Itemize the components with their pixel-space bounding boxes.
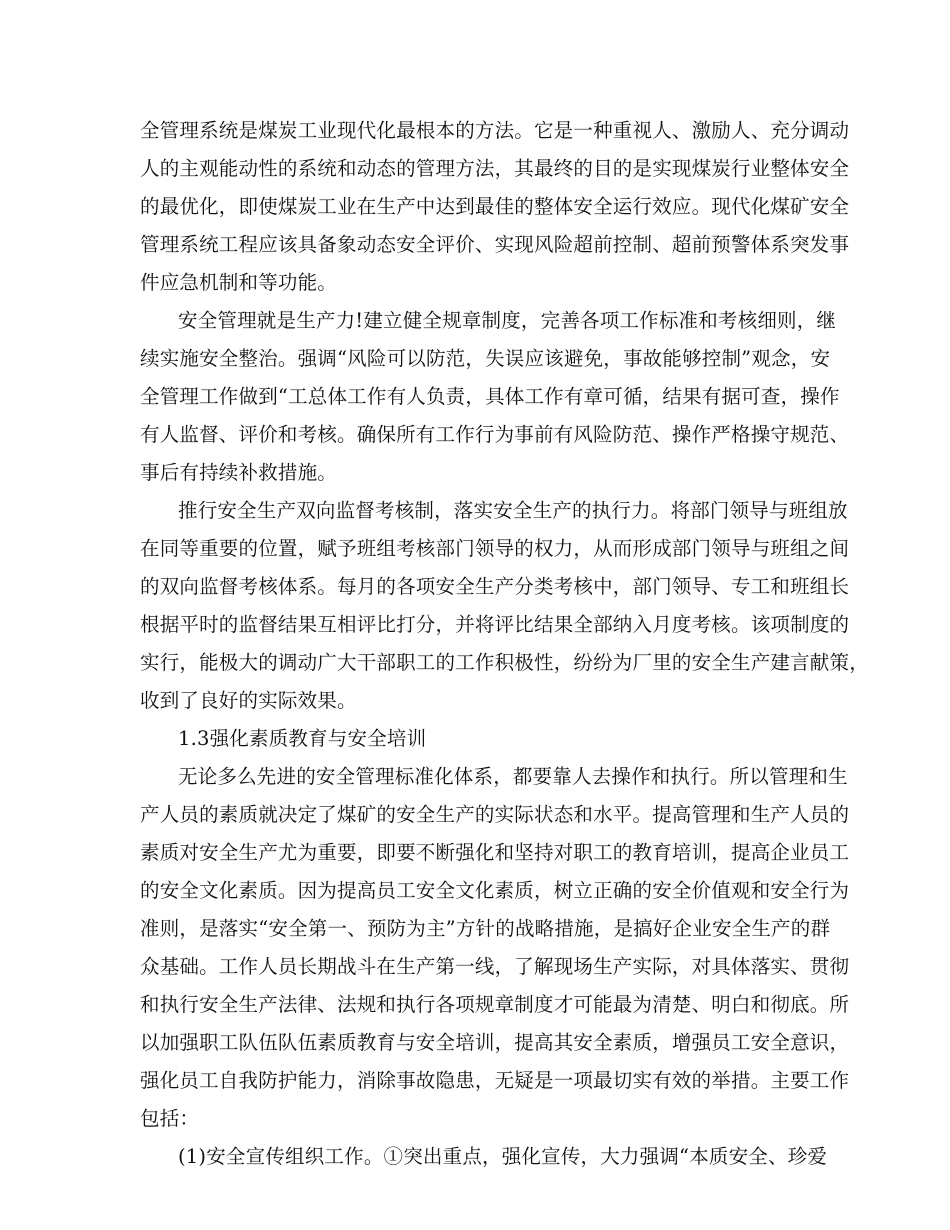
text-line: 人的主观能动性的系统和动态的管理方法，其最终的目的是实现煤炭行业整体安全 — [140, 157, 850, 180]
text-line: 全管理工作做到“工总体工作有人负责，具体工作有章可循，结果有据可查，操作 — [140, 385, 840, 408]
text-line: 全管理系统是煤炭工业现代化最根本的方法。它是一种重视人、激励人、充分调动 — [140, 119, 850, 142]
text-line: 产人员的素质就决定了煤矿的安全生产的实际状态和水平。提高管理和生产人员的 — [140, 803, 850, 826]
text-line: 众基础。工作人员长期战斗在生产第一线，了解现场生产实际，对具体落实、贯彻 — [140, 955, 850, 978]
text-line: 根据平时的监督结果互相评比打分，并将评比结果全部纳入月度考核。该项制度的 — [140, 613, 850, 636]
paragraph-first-line: (1)安全宣传组织工作。①突出重点，强化宣传，大力强调“本质安全、珍爱 — [178, 1145, 828, 1168]
paragraph-first-line: 无论多么先进的安全管理标准化体系，都要靠人去操作和执行。所以管理和生 — [178, 765, 848, 788]
text-line: 包括： — [140, 1107, 200, 1130]
text-line: 收到了良好的实际效果。 — [140, 689, 357, 712]
text-line: 续实施安全整治。强调“风险可以防范，失误应该避免，事故能够控制”观念，安 — [140, 347, 831, 370]
text-line: 准则，是落实“安全第一、预防为主”方针的战略措施，是搞好企业安全生产的群 — [140, 917, 831, 940]
text-line: 有人监督、评价和考核。确保所有工作行为事前有风险防范、操作严格操守规范、 — [140, 423, 850, 446]
text-line: 事后有持续补救措施。 — [140, 461, 338, 484]
text-line: 件应急机制和等功能。 — [140, 271, 338, 294]
text-line: 的安全文化素质。因为提高员工安全文化素质，树立正确的安全价值观和安全行为 — [140, 879, 850, 902]
text-line: 素质对安全生产尤为重要，即要不断强化和坚持对职工的教育培训，提高企业员工 — [140, 841, 850, 864]
paragraph-first-line: 安全管理就是生产力!建立健全规章制度，完善各项工作标准和考核细则，继 — [178, 309, 837, 332]
text-line: 以加强职工队伍队伍素质教育与安全培训，提高其安全素质，增强员工安全意识， — [140, 1031, 850, 1054]
text-line: 强化员工自我防护能力，消除事故隐患，无疑是一项最切实有效的举措。主要工作 — [140, 1069, 850, 1092]
text-line: 在同等重要的位置，赋予班组考核部门领导的权力，从而形成部门领导与班组之间 — [140, 537, 850, 560]
text-line: 实行，能极大的调动广大干部职工的工作积极性，纷纷为厂里的安全生产建言献策， — [140, 651, 869, 674]
section-heading: 1.3强化素质教育与安全培训 — [178, 727, 427, 750]
text-line: 管理系统工程应该具备象动态安全评价、实现风险超前控制、超前预警体系突发事 — [140, 233, 850, 256]
text-line: 的最优化，即使煤炭工业在生产中达到最佳的整体安全运行效应。现代化煤矿安全 — [140, 195, 850, 218]
text-line: 的双向监督考核体系。每月的各项安全生产分类考核中，部门领导、专工和班组长 — [140, 575, 850, 598]
paragraph-first-line: 推行安全生产双向监督考核制，落实安全生产的执行力。将部门领导与班组放 — [178, 499, 848, 522]
text-line: 和执行安全生产法律、法规和执行各项规章制度才可能最为清楚、明白和彻底。所 — [140, 993, 850, 1016]
